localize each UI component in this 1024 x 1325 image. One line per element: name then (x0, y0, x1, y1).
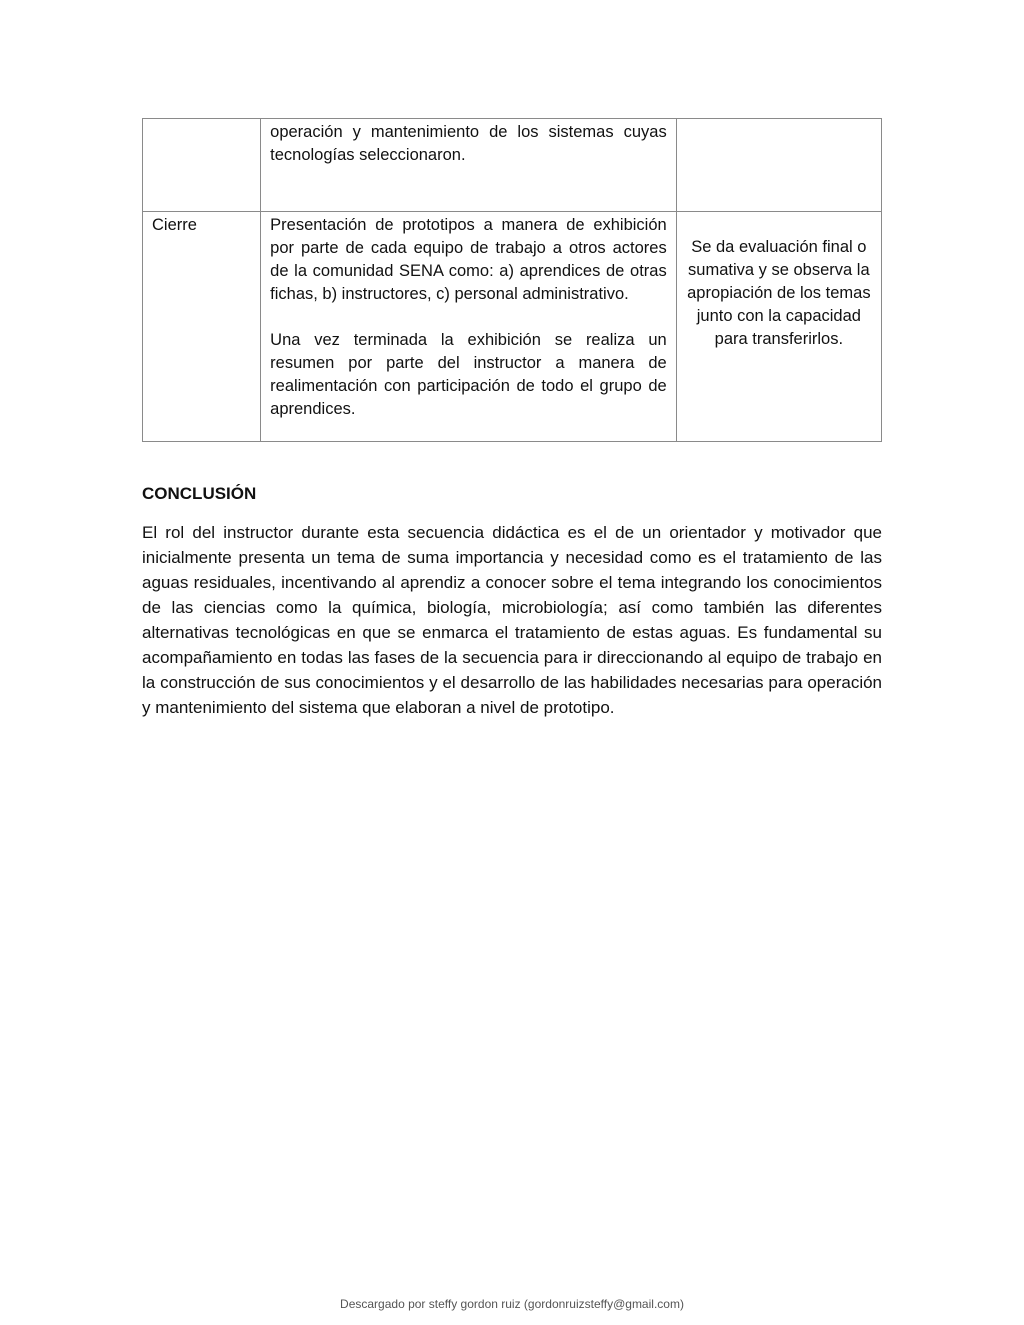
stage-cell (143, 119, 261, 212)
evaluation-text (677, 119, 881, 143)
activity-paragraph: Presentación de prototipos a manera de exhibición por parte de cada equipo de trabajo a otros actores de la comunidad SENA como: a) aprendices de otras fichas, b) instructores, c) personal administrativo. (270, 216, 667, 303)
table-row (143, 212, 882, 442)
stage-cell (143, 212, 261, 442)
conclusion-paragraph: El rol del instructor durante esta secuencia didáctica es el de un orientador y motivador que inicialmente presenta un tema de suma importancia y necesidad como es el tratamiento de las aguas residuales, incentivando al aprendiz a conocer sobre el tema integrando los conocimientos de las ciencias como la química, biología, microbiología; así como también las diferentes alternativas tecnológicas en que se enmarca el tratamiento de estas aguas. Es fundamental su acompañamiento en todas las fases de la secuencia para ir direccionando al equipo de trabajo en la construcción de sus conocimientos y el desarrollo de las habilidades necesarias para operación y mantenimiento del sistema que elaboran a nivel de prototipo. (142, 523, 882, 717)
evaluation-cell (676, 212, 881, 442)
didactic-sequence-table (142, 118, 882, 442)
evaluation-text: Se da evaluación final o sumativa y se observa la apropiación de los temas junto con la capacidad para transferirlos. (687, 238, 871, 348)
conclusion-heading: CONCLUSIÓN (142, 484, 257, 503)
activity-paragraph: Una vez terminada la exhibición se realiza un resumen por parte del instructor a manera de realimentación con participación de todo el grupo de aprendices. (270, 331, 667, 418)
activity-text: operación y mantenimiento de los sistemas cuyas tecnologías seleccionaron. (270, 123, 667, 164)
download-footer: Descargado por steffy gordon ruiz (gordonruizsteffy@gmail.com) (340, 1297, 684, 1311)
activity-cell (261, 212, 677, 442)
stage-label: Cierre (152, 216, 197, 234)
stage-label (143, 119, 260, 121)
evaluation-cell (676, 119, 881, 212)
table-row (143, 119, 882, 212)
activity-block (261, 212, 676, 421)
activity-cell (261, 119, 677, 212)
